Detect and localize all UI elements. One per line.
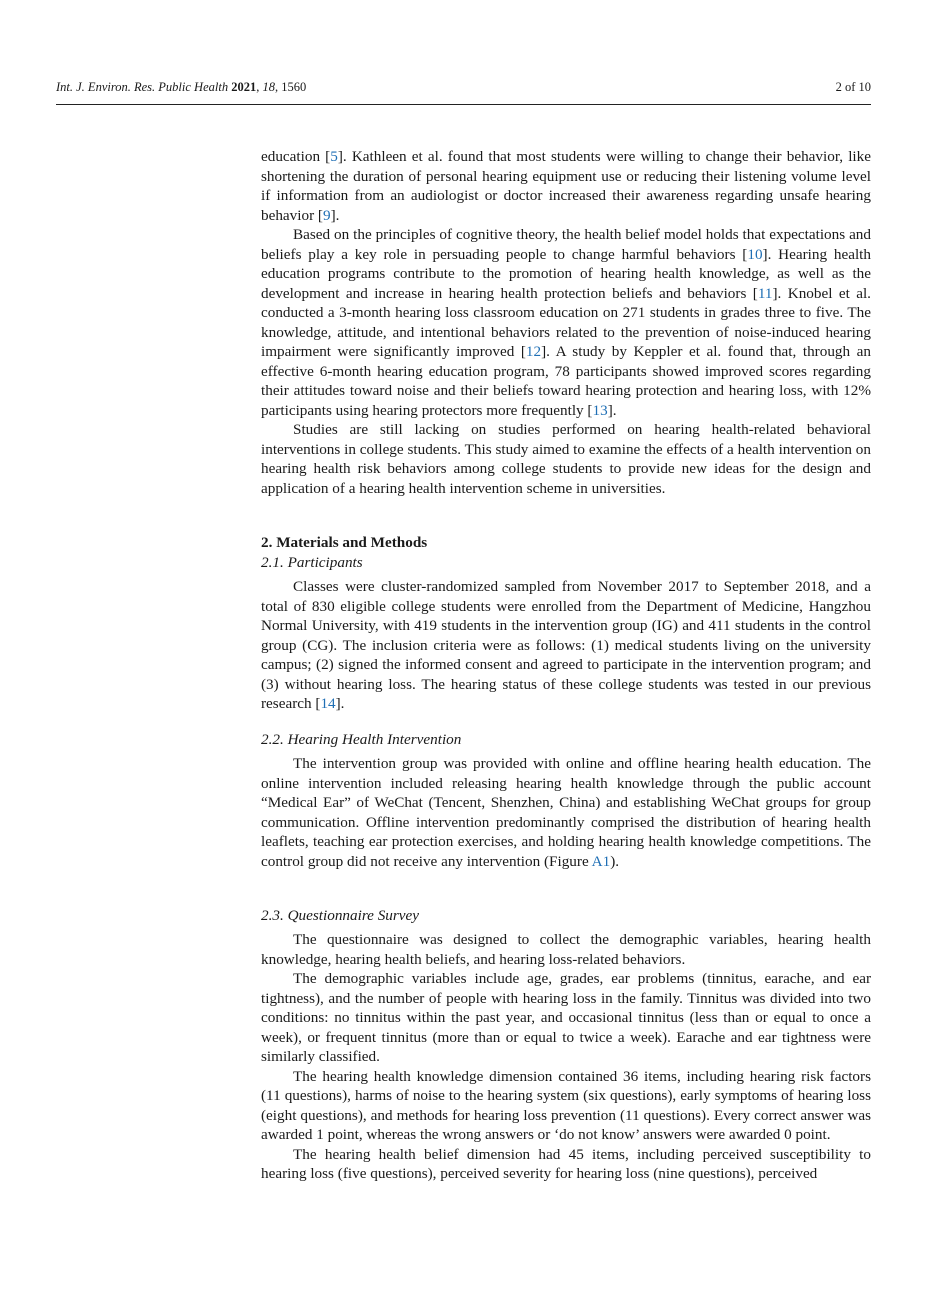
paragraph-text: Studies are still lacking on studies performed on hearing health-related behavioral interventions in college students. This study aimed to examine the effects of a health intervention on hearing health risk behaviors among college students to provide new ideas for the design and application of a hearing health intervention scheme in universities. xyxy=(261,421,871,497)
citation-link[interactable]: A1 xyxy=(591,852,611,870)
citation-link[interactable]: 14 xyxy=(320,695,336,712)
volume: 18 xyxy=(262,80,275,94)
paragraph-text: The questionnaire was designed to collect the demographic variables, hearing health knowledge, hearing health beliefs, and hearing loss-related behaviors. xyxy=(261,931,871,968)
paragraph xyxy=(261,969,871,1067)
citation-link[interactable]: 10 xyxy=(747,245,763,263)
paragraph-text: ]. xyxy=(335,695,345,712)
subsection-heading: 2.1. Participants xyxy=(261,554,363,571)
subsection-heading: 2.2. Hearing Health Intervention xyxy=(261,731,462,748)
paragraph-text: ]. Hearing health education programs contribute to the promotion of hearing health knowledge, as well as the development and increase in hearing health protection beliefs and behaviors [ xyxy=(261,245,871,302)
paragraph-text: ]. Kathleen et al. found that most students were willing to change their behavior, like shortening the duration of personal hearing equipment use or reducing their listening volume level if information from an audiologist or doctor increased their awareness regarding unsafe hearing behavior [ xyxy=(261,148,871,224)
paragraph xyxy=(261,1145,871,1184)
year: 2021 xyxy=(231,80,257,94)
citation-link[interactable]: 13 xyxy=(592,401,608,419)
intro-continuation xyxy=(261,147,871,498)
journal-citation: Int. J. Environ. Res. Public Health 2021, 18, 1560 xyxy=(56,80,307,94)
subsection-heading: 2.3. Questionnaire Survey xyxy=(261,907,420,924)
page-number: 2 of 10 xyxy=(835,80,871,94)
paragraph xyxy=(261,1067,871,1145)
citation-link[interactable]: 12 xyxy=(525,343,542,360)
paragraph-text: ]. xyxy=(330,206,340,224)
section-questionnaire xyxy=(261,906,871,1184)
paragraph-text: education [ xyxy=(261,148,331,165)
section-materials-methods xyxy=(261,533,871,714)
section-hearing-intervention xyxy=(261,730,871,871)
article-number: 1560 xyxy=(281,80,307,94)
paragraph-text: ]. Knobel et al. conducted a 3-month hearing loss classroom education on 271 students in grades three to five. The knowledge, attitude, and intentional behaviors related to the prevention of noise-induced hearing impairment were significantly improved [ xyxy=(261,284,871,360)
paragraph-text: ]. A study by Keppler et al. found that, through an effective 6-month hearing education program, 78 participants showed improved scores regarding their attitudes toward noise and their beliefs toward hearing protection and hearing loss, with 12% participants using hearing protectors more frequently [ xyxy=(261,343,871,419)
paragraph-text: ]. xyxy=(607,401,617,419)
citation-link[interactable]: 11 xyxy=(757,284,773,302)
journal-name: Int. J. Environ. Res. Public Health xyxy=(56,80,229,94)
paragraph xyxy=(261,930,871,969)
paragraph xyxy=(261,225,871,420)
paragraph-text: ). xyxy=(610,852,620,870)
section-heading: 2. Materials and Methods xyxy=(261,534,428,551)
paragraph-text: The hearing health knowledge dimension contained 36 items, including hearing risk factors (11 questions), harms of noise to the hearing system (six questions), early symptoms of hearing loss (eight questions), and methods for hearing loss prevention (11 questions). Every correct answer was awarded 1 point, whereas the wrong answers or ‘do not know’ answers were awarded 0 point. xyxy=(261,1067,871,1143)
citation-link[interactable]: 5 xyxy=(330,148,338,165)
running-header xyxy=(56,80,871,95)
paragraph xyxy=(261,420,871,498)
paragraph-text: Based on the principles of cognitive theory, the health belief model holds that expectations and beliefs play a key role in persuading people to change harmful behaviors [ xyxy=(261,226,871,263)
paragraph xyxy=(261,754,871,871)
paragraph xyxy=(261,577,871,714)
paragraph xyxy=(261,147,871,225)
paragraph-text: The hearing health belief dimension had 45 items, including perceived susceptibility to hearing loss (five questions), perceived severity for hearing loss (nine questions), perceived xyxy=(261,1145,871,1182)
paragraph-text: The intervention group was provided with online and offline hearing health education. The online intervention included releasing hearing health knowledge through the public account “Medical Ear” of WeChat (Tencent, Shenzhen, China) and establishing WeChat groups for group communication. Offline intervention predominantly comprised the distribution of hearing health leaflets, teaching ear protection exercises, and holding hearing health knowledge competitions. The control group did not receive any intervention (Figure xyxy=(261,755,871,870)
paragraph-text: The demographic variables include age, grades, ear problems (tinnitus, earache, and ear tightness), and the number of people with hearing loss in the family. Tinnitus was divided into two conditions: no tinnitus within the past year, and occasional tinnitus (less than or equal to once a week), or frequent tinnitus (more than or equal to twice a week). Earache and ear tightness were similarly classified. xyxy=(261,970,871,1065)
paragraph-text: Classes were cluster-randomized sampled from November 2017 to September 2018, and a total of 830 eligible college students were enrolled from the Department of Medicine, Hangzhou Normal University, with 419 students in the intervention group (IG) and 411 students in the control group (CG). The inclusion criteria were as follows: (1) medical students living on the university campus; (2) signed the informed consent and agreed to participate in the intervention program; and (3) without hearing loss. The hearing status of these college students was tested in our previous research [ xyxy=(261,578,871,712)
header-rule xyxy=(56,104,871,105)
citation-link[interactable]: 9 xyxy=(323,206,331,224)
